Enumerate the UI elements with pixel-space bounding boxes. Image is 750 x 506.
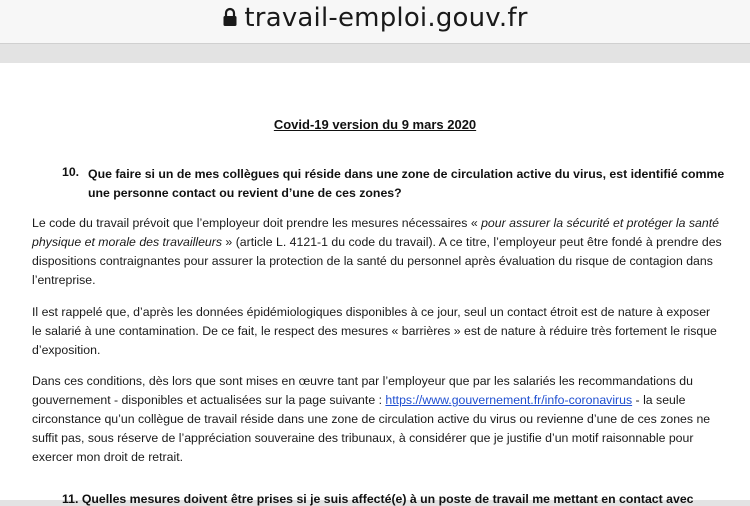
question-10-text: Que faire si un de mes collègues qui réside dans une zone de circulation active du virus, est identifié comme une personne contact ou revient d’une de ces zones? xyxy=(88,167,725,200)
question-10-number: 10. xyxy=(62,165,80,179)
paragraph-1-rest: » (article L. 4121-1 du code du travail). A ce titre, l’employeur peut être fondé à prendre des dispositions contraignantes pour assurer la protection de la santé du personnel après évaluation du risque de contagion dans l’entreprise. xyxy=(32,235,722,287)
document-title: Covid-19 version du 9 mars 2020 xyxy=(273,117,477,132)
address-bar[interactable] xyxy=(0,0,750,44)
paragraph-1 xyxy=(32,214,722,290)
question-11-partial: 11. Quelles mesures doivent être prises si je suis affecté(e) à un poste de travail me mettant en contact avec xyxy=(62,492,694,506)
paragraph-1-quote: pour assurer la sécurité et protéger la santé physique et morale des travailleurs xyxy=(32,216,719,249)
coronavirus-info-link[interactable]: https://www.gouvernement.fr/info-coronavirus xyxy=(385,393,633,407)
url-text: travail-emploi.gouv.fr xyxy=(244,3,528,33)
paragraph-3-after: - la seule circonstance qu’un collègue de travail réside dans une zone de circulation active du virus ou revienne d’une de ces zones ne suffit pas, sous réserve de l’appréciation souveraine des tribunaux, à considérer que je justifie d’un motif raisonnable pour exercer mon droit de retrait. xyxy=(32,393,711,464)
paragraph-1-intro: Le code du travail prévoit que l’employeur doit prendre les mesures nécessaires « xyxy=(32,216,482,230)
url-display[interactable] xyxy=(0,3,750,34)
paragraph-3 xyxy=(32,372,722,467)
paragraph-2: Il est rappelé que, d’après les données épidémiologiques disponibles à ce jour, seul un contact étroit est de nature à exposer le salarié à une contamination. De ce fait, le respect des mesures « barrières » est de nature à réduire très fortement le risque d’exposition. xyxy=(32,305,717,357)
lock-icon xyxy=(222,4,238,34)
paragraph-3-before: Dans ces conditions, dès lors que sont mises en œuvre tant par l’employeur que par les salariés les recommandations du gouvernement - disponibles et actualisées sur la page suivante : xyxy=(32,374,693,407)
document-page xyxy=(0,63,750,506)
